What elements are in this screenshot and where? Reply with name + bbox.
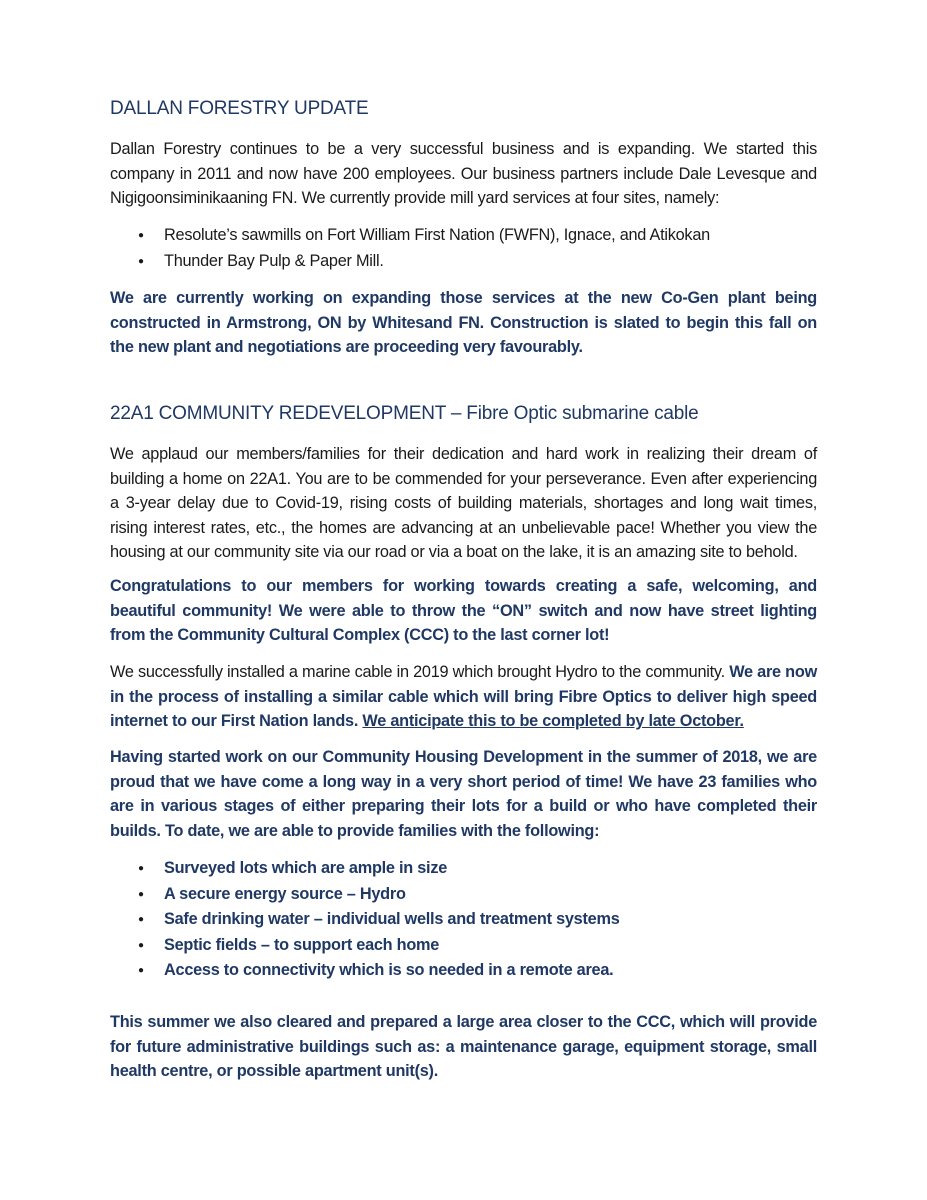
list-item: ● Thunder Bay Pulp & Paper Mill. [110, 249, 817, 275]
list-item: ● Resolute’s sawmills on Fort William First Nation (FWFN), Ignace, and Atikokan [110, 223, 817, 249]
cable-text-plain: We successfully installed a marine cable in 2019 which brought Hydro to the community. [110, 663, 730, 681]
forestry-heading: DALLAN FORESTRY UPDATE [110, 98, 369, 119]
list-item: ● Safe drinking water – individual wells and treatment systems [110, 907, 817, 933]
cable-text-bold: We are now in the process of installing a similar cable which will bring Fibre Optics to deliver high speed internet to our First Nation lands. [110, 663, 817, 730]
cable-text-underline: We anticipate this to be completed by late October. [362, 712, 744, 730]
housing-paragraph: Having started work on our Community Housing Development in the summer of 2018, we are proud that we have come a long way in a very short period of time! We have 23 families who are in various stages of either preparing their lots for a build or who have completed their builds. To date, we are able to provide families with the following: [110, 748, 817, 840]
provisions-list [110, 856, 817, 984]
list-item: ● Surveyed lots which are ample in size [110, 856, 817, 882]
redevelopment-heading: 22A1 COMMUNITY REDEVELOPMENT – Fibre Optic submarine cable [110, 403, 699, 424]
cable-paragraph [110, 660, 817, 734]
forestry-expansion-paragraph: We are currently working on expanding those services at the new Co-Gen plant being constructed in Armstrong, ON by Whitesand FN. Construction is slated to begin this fall on the new plant and negotiations are proceeding very favourably. [110, 289, 817, 356]
list-item: ● A secure energy source – Hydro [110, 882, 817, 908]
applaud-paragraph: We applaud our members/families for their dedication and hard work in realizing their dream of building a home on 22A1. You are to be commended for your perseverance. Even after experiencing a 3-year delay due to Covid-19, rising costs of building materials, shortages and long wait times, rising interest rates, etc., the homes are advancing at an unbelievable pace! Whether you view the housing at our community site via our road or via a boat on the lake, it is an amazing site to behold. [110, 445, 817, 561]
list-item: ● Septic fields – to support each home [110, 933, 817, 959]
list-item: ● Access to connectivity which is so needed in a remote area. [110, 958, 817, 984]
summer-paragraph: This summer we also cleared and prepared a large area closer to the CCC, which will provide for future administrative buildings such as: a maintenance garage, equipment storage, small health centre, or possible apartment unit(s). [110, 1013, 817, 1080]
congrats-paragraph: Congratulations to our members for working towards creating a safe, welcoming, and beautiful community! We were able to throw the “ON” switch and now have street lighting from the Community Cultural Complex (CCC) to the last corner lot! [110, 577, 817, 644]
forestry-intro-paragraph: Dallan Forestry continues to be a very successful business and is expanding. We started this company in 2011 and now have 200 employees. Our business partners include Dale Levesque and Nigigoonsiminikaaning FN. We currently provide mill yard services at four sites, namely: [110, 140, 817, 207]
forestry-sites-list [110, 223, 817, 274]
